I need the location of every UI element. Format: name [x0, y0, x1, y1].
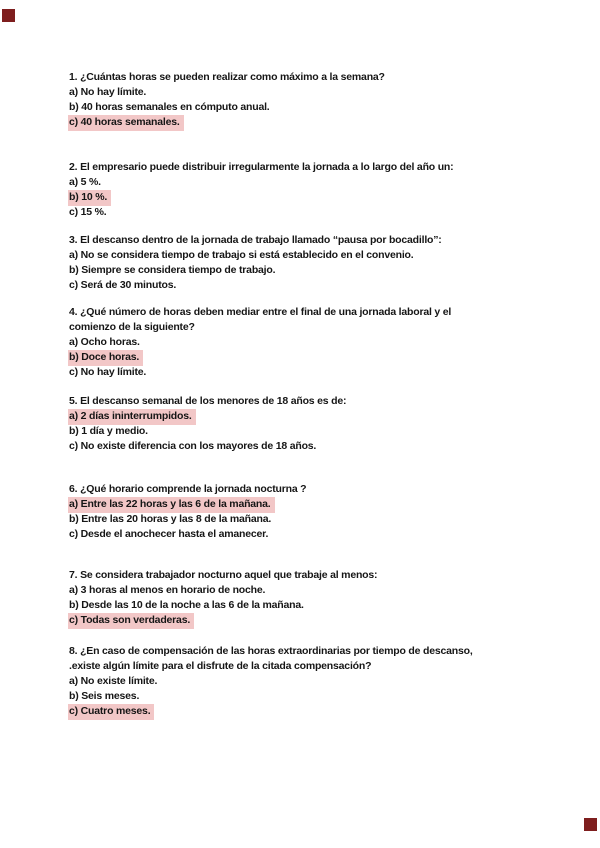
question-title-line: 2. El empresario puede distribuir irregularmente la jornada a lo largo del año un: [69, 161, 454, 173]
answer-option-text: b) Siempre se considera tiempo de trabajo. [69, 264, 276, 276]
question-block [69, 644, 564, 719]
answer-option [69, 674, 564, 689]
answer-option-text: c) Desde el anochecer hasta el amanecer. [69, 528, 269, 540]
question-title-line: .existe algún límite para el disfrute de la citada compensación? [69, 660, 372, 672]
question-title-line: 8. ¿En caso de compensación de las horas extraordinarias por tiempo de descanso, [69, 645, 473, 657]
answer-option-text-highlighted: c) Todas son verdaderas. [68, 613, 194, 629]
answer-option [69, 583, 564, 598]
question-title-line: 4. ¿Qué número de horas deben mediar entre el final de una jornada laboral y el [69, 306, 452, 318]
answer-option-text: b) 1 día y medio. [69, 425, 148, 437]
question-title-line: 7. Se considera trabajador nocturno aquel que trabaje al menos: [69, 569, 378, 581]
answer-option [69, 85, 564, 100]
answer-option [69, 439, 564, 454]
question-title-line: comienzo de la siguiente? [69, 321, 195, 333]
answer-option-text: a) 3 horas al menos en horario de noche. [69, 584, 266, 596]
answer-option-text: a) No hay límite. [69, 86, 147, 98]
answer-option [69, 409, 564, 424]
quiz-content [69, 70, 564, 719]
answer-option [69, 527, 564, 542]
answer-option [69, 512, 564, 527]
answer-option [69, 497, 564, 512]
answer-option-text: b) Desde las 10 de la noche a las 6 de la mañana. [69, 599, 304, 611]
answer-option [69, 613, 564, 628]
answer-option [69, 365, 564, 380]
answer-option-text: c) Será de 30 minutos. [69, 279, 177, 291]
answer-option [69, 248, 564, 263]
answer-option-text: c) 15 %. [69, 206, 107, 218]
answer-option [69, 190, 564, 205]
answer-option-text: a) 5 %. [69, 176, 101, 188]
answer-option-text-highlighted: c) 40 horas semanales. [68, 115, 184, 131]
question-block [69, 160, 564, 220]
answer-option-text-highlighted: a) Entre las 22 horas y las 6 de la mañana. [68, 497, 275, 513]
question-title-line: 6. ¿Qué horario comprende la jornada nocturna ? [69, 483, 307, 495]
answer-option-text-highlighted: a) 2 días ininterrumpidos. [68, 409, 196, 425]
question-title-line: 1. ¿Cuántas horas se pueden realizar como máximo a la semana? [69, 71, 385, 83]
answer-option-text: a) Ocho horas. [69, 336, 140, 348]
question-block [69, 70, 564, 130]
answer-option [69, 350, 564, 365]
answer-option-text: b) Entre las 20 horas y las 8 de la mañana. [69, 513, 272, 525]
answer-option-text-highlighted: c) Cuatro meses. [68, 704, 154, 720]
question-block [69, 305, 564, 380]
answer-option [69, 689, 564, 704]
corner-mark-bottom-right [584, 818, 597, 831]
answer-option [69, 598, 564, 613]
answer-option-text-highlighted: b) Doce horas. [68, 350, 143, 366]
answer-option-text: a) No existe límite. [69, 675, 158, 687]
answer-option-text: c) No existe diferencia con los mayores de 18 años. [69, 440, 317, 452]
answer-option [69, 278, 564, 293]
answer-option-text: b) 40 horas semanales en cómputo anual. [69, 101, 270, 113]
question-block [69, 568, 564, 628]
answer-option [69, 115, 564, 130]
answer-option [69, 205, 564, 220]
question-title-line: 5. El descanso semanal de los menores de 18 años es de: [69, 395, 347, 407]
corner-mark-top-left [2, 9, 15, 22]
question-title-line: 3. El descanso dentro de la jornada de trabajo llamado “pausa por bocadillo”: [69, 234, 442, 246]
answer-option-text-highlighted: b) 10 %. [68, 190, 111, 206]
answer-option [69, 704, 564, 719]
answer-option [69, 263, 564, 278]
answer-option [69, 335, 564, 350]
question-block [69, 394, 564, 454]
answer-option-text: b) Seis meses. [69, 690, 140, 702]
answer-option-text: c) No hay límite. [69, 366, 147, 378]
answer-option-text: a) No se considera tiempo de trabajo si está establecido en el convenio. [69, 249, 414, 261]
answer-option [69, 100, 564, 115]
answer-option [69, 424, 564, 439]
answer-option [69, 175, 564, 190]
question-block [69, 482, 564, 542]
question-block [69, 233, 564, 293]
